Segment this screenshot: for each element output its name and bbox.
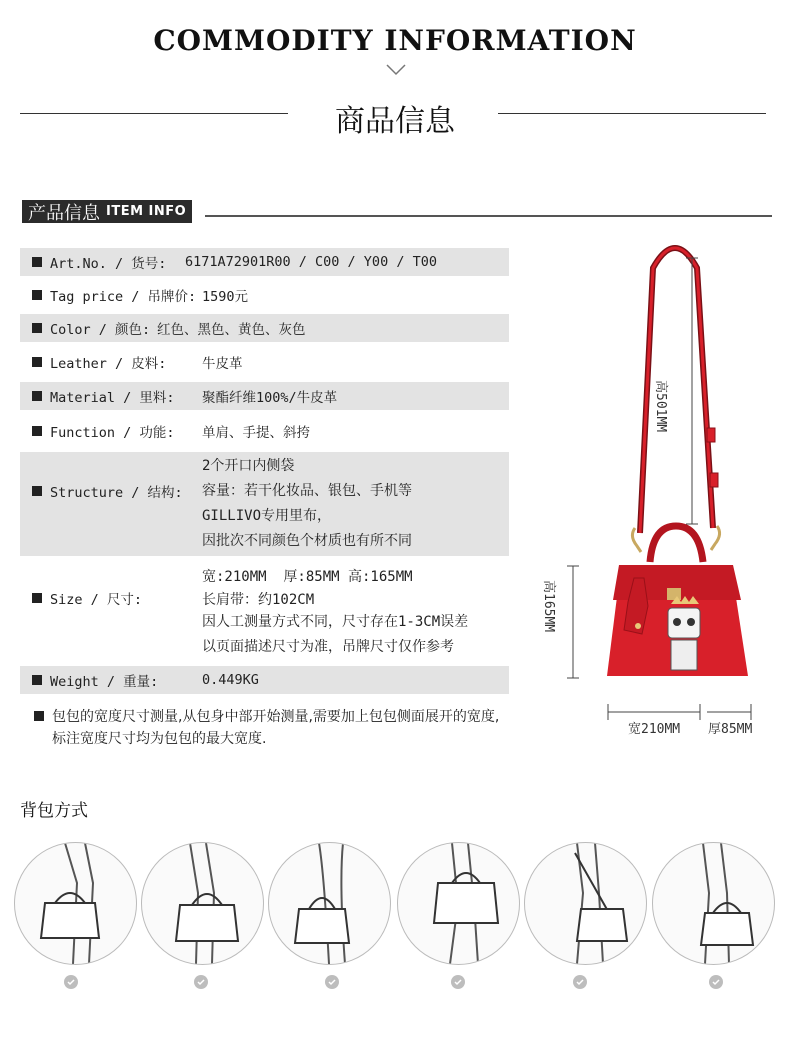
info-value: 0.449KG [202, 672, 259, 688]
checkmark-icon [709, 975, 723, 989]
section-tag [22, 200, 192, 223]
info-line: 以页面描述尺寸为准，吊牌尺寸仅作参考 [202, 639, 454, 655]
checkmark-icon [325, 975, 339, 989]
info-value: 单肩、手提、斜挎 [202, 425, 310, 441]
info-row-color [20, 314, 509, 342]
checkmark-icon [64, 975, 78, 989]
info-label: Material / 里料: [50, 390, 175, 406]
bullet-icon [34, 711, 44, 721]
model-sketch-icon [398, 843, 519, 964]
bullet-icon [32, 391, 42, 401]
info-line: 长肩带：约102CM [202, 592, 315, 608]
info-label: Leather / 皮料: [50, 356, 167, 372]
chevron-down-icon [385, 62, 407, 78]
info-value: 聚酯纤维100%/牛皮革 [202, 390, 338, 406]
info-label: Weight / 重量: [50, 674, 159, 690]
page-title-cn: 商品信息 [335, 104, 455, 139]
info-line: 2个开口内侧袋 [202, 458, 295, 474]
bullet-icon [32, 257, 42, 267]
info-value: 牛皮革 [202, 356, 243, 372]
bullet-icon [32, 290, 42, 300]
info-line: 因批次不同颜色个材质也有所不同 [202, 533, 412, 549]
info-row-artno [20, 248, 509, 276]
wear-style-circle [524, 842, 647, 965]
note-text: 包包的宽度尺寸测量,从包身中部开始测量,需要加上包包侧面展开的宽度, 标注宽度尺寸均为包包的最大宽度. [52, 709, 500, 747]
info-row-function [20, 417, 509, 445]
checkmark-icon [194, 975, 208, 989]
info-row-size [20, 563, 509, 659]
info-row-structure [20, 452, 509, 556]
width-label: 宽210MM [628, 722, 681, 737]
info-value: 1590元 [202, 289, 249, 305]
model-sketch-icon [15, 843, 136, 964]
info-line: 容量：若干化妆品、银包、手机等 [202, 483, 412, 499]
info-line: 因人工测量方式不同，尺寸存在1-3CM误差 [202, 614, 469, 630]
bullet-icon [32, 675, 42, 685]
info-label: Color / 颜色: [50, 322, 151, 338]
wear-style-circle [652, 842, 775, 965]
info-label: Size / 尺寸: [50, 592, 143, 608]
bag-diagram [515, 228, 780, 748]
wear-style-circle [397, 842, 520, 965]
bullet-icon [32, 426, 42, 436]
info-row-leather [20, 348, 509, 376]
model-sketch-icon [269, 843, 390, 964]
page-title-en: COMMODITY INFORMATION [153, 24, 637, 57]
strap-height-label: 高501MM [653, 380, 668, 433]
divider-right [498, 113, 766, 114]
section-label-en: ITEM INFO [106, 204, 187, 219]
wear-style-circle [268, 842, 391, 965]
model-sketch-icon [653, 843, 774, 964]
bullet-icon [32, 323, 42, 333]
model-sketch-icon [525, 843, 646, 964]
info-value: 红色、黑色、黄色、灰色 [157, 322, 306, 338]
wear-styles-title: 背包方式 [20, 801, 88, 821]
info-label: Structure / 结构: [50, 485, 183, 501]
info-label: Function / 功能: [50, 425, 175, 441]
depth-label: 厚85MM [708, 722, 753, 737]
info-label: Art.No. / 货号: [50, 256, 167, 272]
model-sketch-icon [142, 843, 263, 964]
info-row-material [20, 382, 509, 410]
bullet-icon [32, 357, 42, 367]
bullet-icon [32, 593, 42, 603]
section-divider [205, 215, 772, 217]
info-row-price [20, 281, 509, 309]
checkmark-icon [573, 975, 587, 989]
bag-height-label: 高165MM [541, 580, 556, 633]
checkmark-icon [451, 975, 465, 989]
info-label: Tag price / 吊牌价: [50, 289, 197, 305]
info-value: 6171A72901R00 / C00 / Y00 / T00 [185, 254, 437, 270]
bullet-icon [32, 486, 42, 496]
wear-style-circle [141, 842, 264, 965]
section-label-cn: 产品信息 [28, 202, 100, 224]
wear-style-circle [14, 842, 137, 965]
info-line: GILLIVO专用里布， [202, 508, 332, 524]
info-line: 宽:210MM 厚:85MM 高:165MM [202, 569, 413, 585]
info-row-weight [20, 666, 509, 694]
